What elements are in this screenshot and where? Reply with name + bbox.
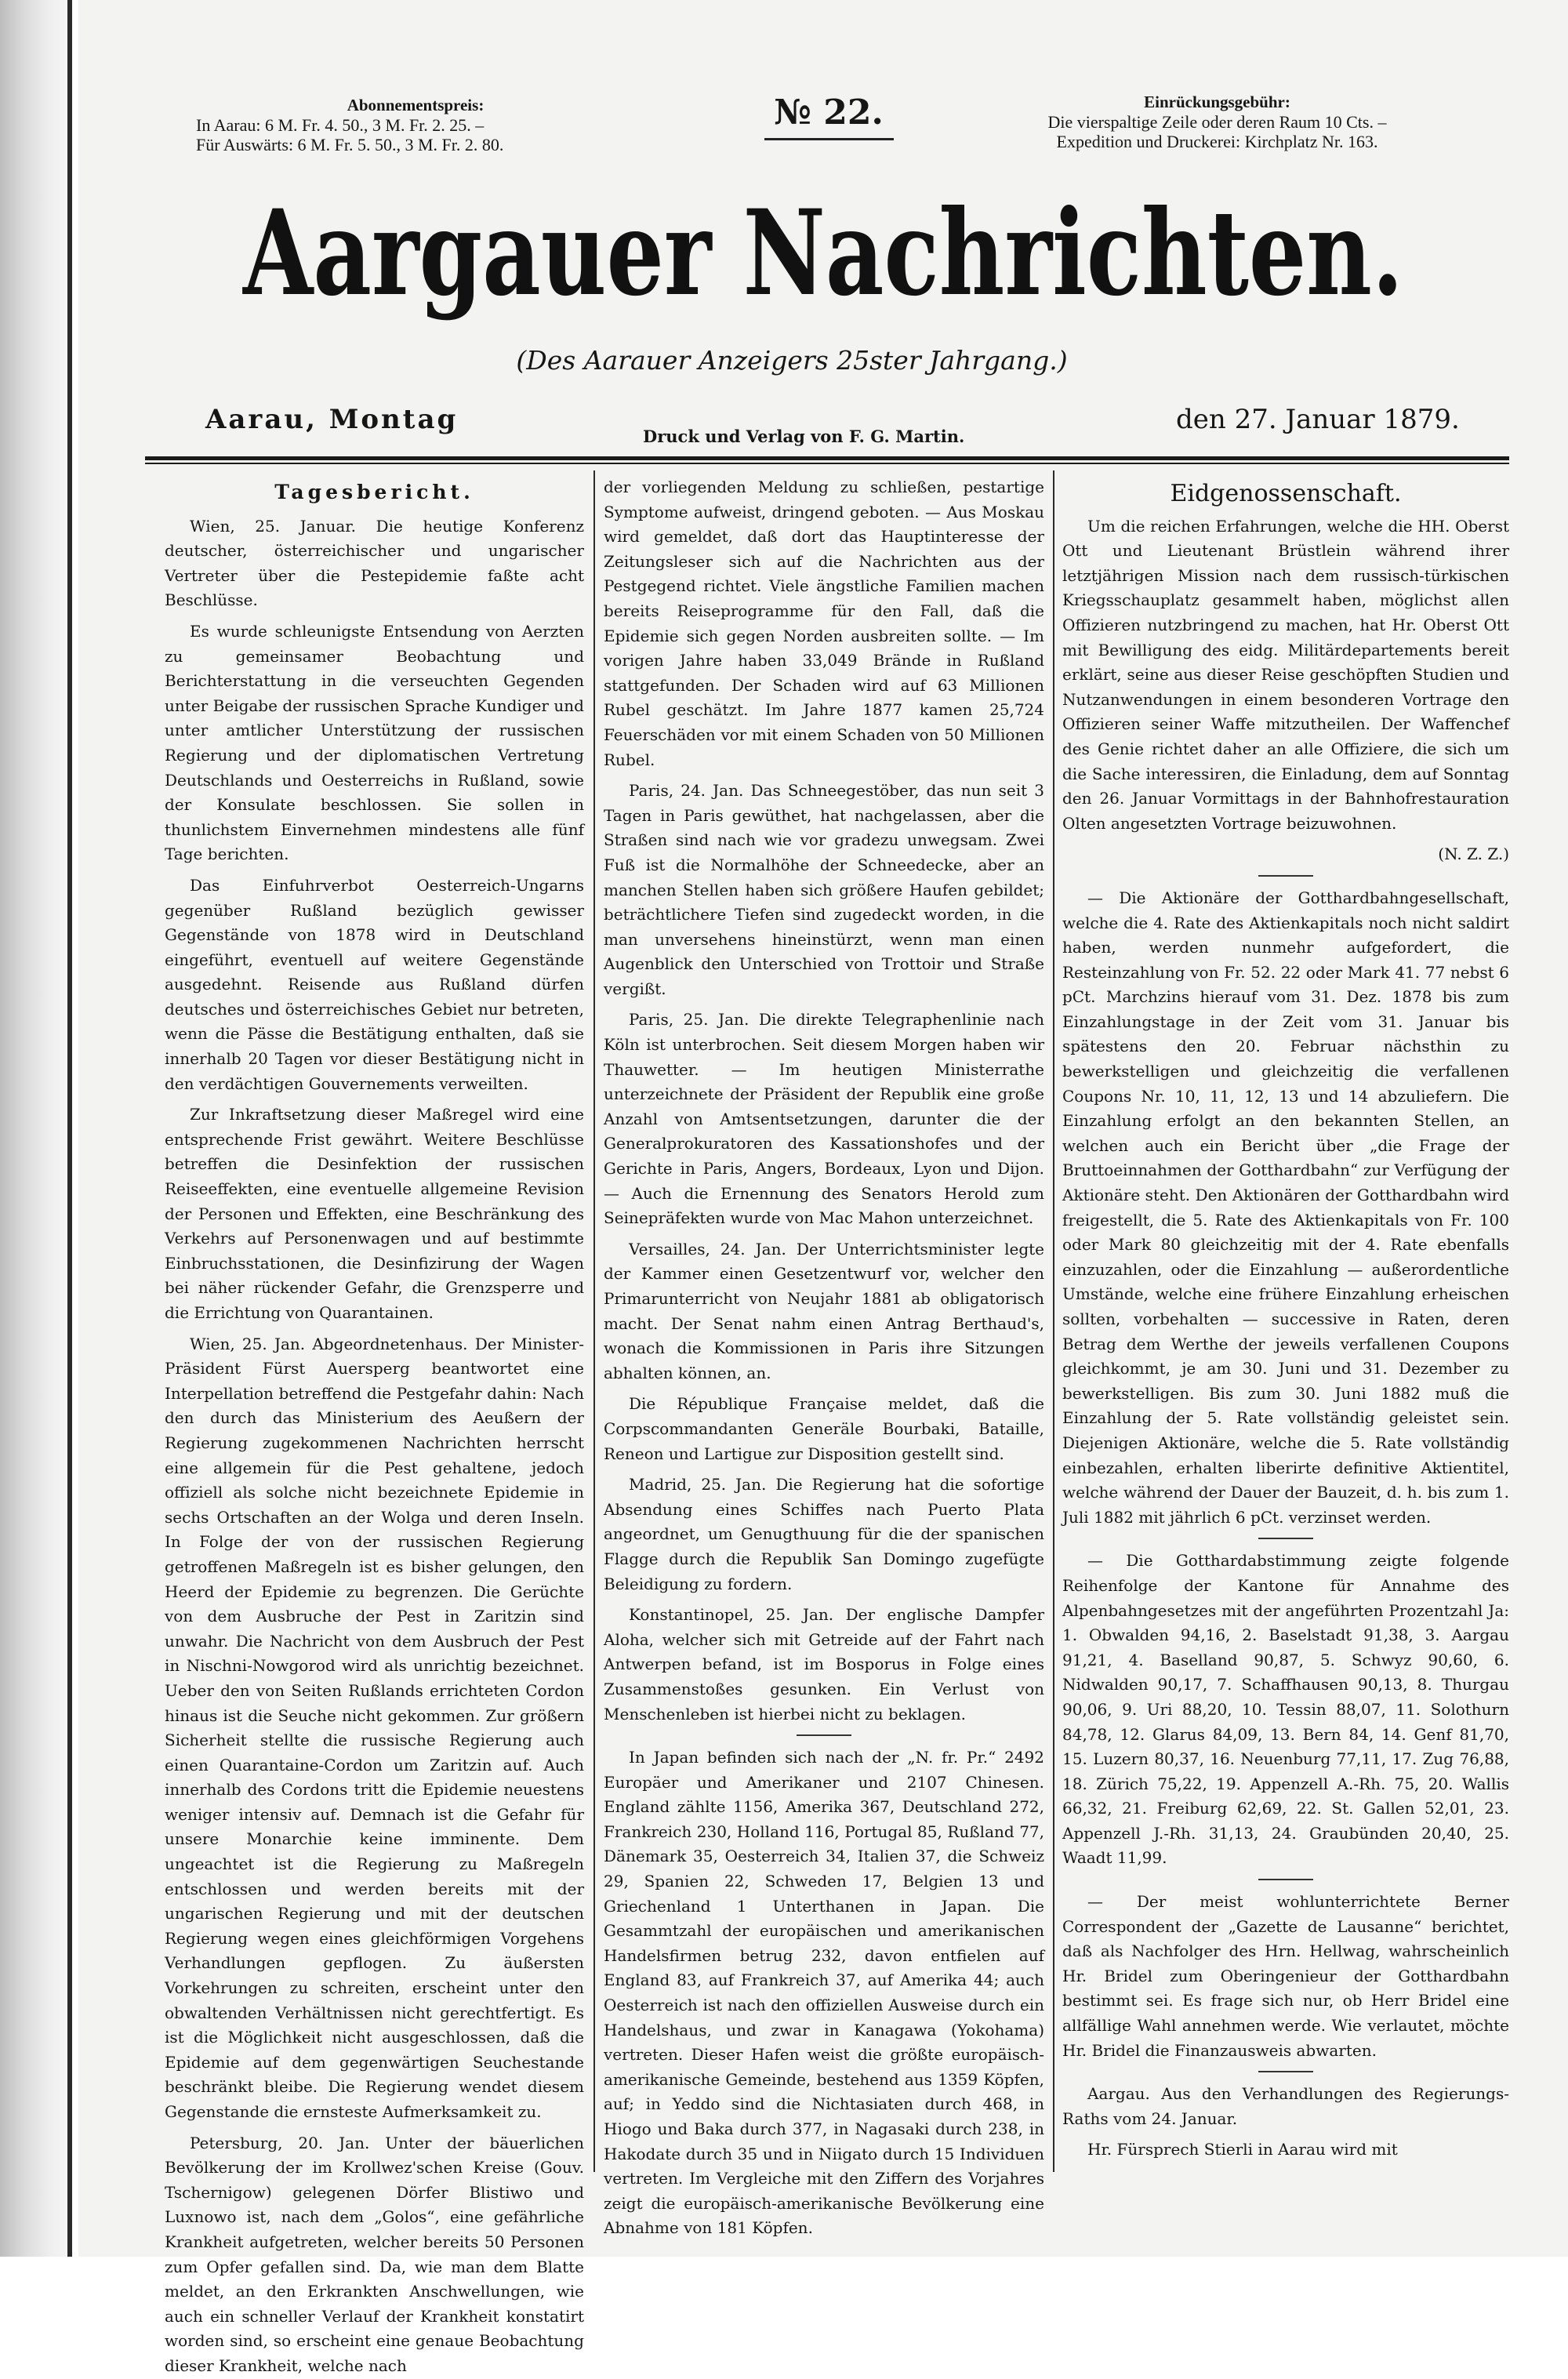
article-paragraph: Es wurde schleunigste Entsendung von Aerzten zu gemeinsamer Beobachtung und Berichterstattung in die verseuchten Gegenden unter Beigabe der russischen Sprache Kundiger und unter amtlicher Unterstützung der russischen Regierung und der diplomatischen Vertretung Deutschlands und Oesterreichs in Rußland, sowie der Konsulate beschlossen. Sie sollen in thunlichstem Einvernehmen mindestens alle fünf Tage berichten. [165,621,584,864]
article-paragraph: Konstantinopel, 25. Jan. Der englische Dampfer Aloha, welcher sich mit Getreide auf der Fahrt nach Antwerpen befand, ist im Bosporus in Folge eines Zusammenstoßes gesunken. Ein Verlust von Menschenleben ist hierbei nicht zu beklagen. [604,1605,1044,1723]
article-separator [1258,875,1313,877]
header-rule-thin [145,463,1509,464]
issue-date: den 27. Januar 1879. [1176,404,1460,435]
article-paragraph: Wien, 25. Januar. Die heutige Konferenz deutscher, österreichischer und ungarischer Vertreter über die Pestepidemie faßte acht Beschlüsse. [165,516,584,610]
subscription-line-external: Für Auswärts: 6 M. Fr. 5. 50., 3 M. Fr. 2. 80. [196,135,504,154]
column-divider [593,470,595,2172]
article-paragraph: Paris, 24. Jan. Das Schneegestöber, das nun seit 3 Tagen in Paris gewüthet, hat nachgelassen, aber die Straßen sind nach wie vor gradezu unwegsam. Zwei Fuß ist die Normalhöhe der Schneedecke, aber an manchen Stellen haben sich größere Haufen gebildet; beträchtlichere Tiefen sind zugedeckt worden, in die man unversehens hineinstürzt, wenn man einen Augenblick den Unterschied von Trottoir und Straße vergißt. [604,781,1044,998]
insertion-fee-line: Die vierspaltige Zeile oder deren Raum 10 Cts. – [1047,112,1387,132]
binding-spine [0,0,72,2257]
subscription-line-local: In Aarau: 6 M. Fr. 4. 50., 3 M. Fr. 2. 25. – [196,115,485,135]
publisher-line: Druck und Verlag von F. G. Martin. [643,427,965,446]
masthead-subtitle: (Des Aarauer Anzeigers 25ster Jahrgang.) [516,345,1068,376]
column-3 [1062,475,1509,2169]
article-separator [1258,2071,1313,2072]
article-paragraph: In Japan befinden sich nach der „N. fr. Pr.“ 2492 Europäer und Amerikaner und 2107 Chinesen. England zählte 1156, Amerika 367, Deutschland 272, Frankreich 230, Holland 116, Portugal 85, Rußland 77, Dänemark 35, Oesterreich 34, Italien 37, die Schweiz 29, Spanien 22, Schweden 17, Belgien 13 und Griechenland 1 Unterthanen in Japan. Die Gesammtzahl der europäischen und amerikanischen Handelsfirmen betrug 232, davon entfielen auf England 83, auf Frankreich 37, auf Amerika 44; auch Oesterreich ist nach den offiziellen Ausweise durch ein Handelshaus, und zwar in Kanagawa (Yokohama) vertreten. Dieser Hafen weist die größte europäisch-amerikanische Gemeinde, bestehend aus 1359 Köpfen, auf; in Yeddo sind die Nichtasiaten durch 468, in Hiogo und Baka durch 377, in Nagasaki durch 238, in Hakodate durch 35 und in Niigato durch 15 Individuen vertreten. Im Vergleiche mit den Ziffern des Vorjahres zeigt die europäisch-amerikanische Bevölkerung eine Abnahme von 181 Köpfen. [604,1748,1044,2238]
article-separator [797,1734,851,1736]
section-heading-eidgenossenschaft: Eidgenossenschaft. [1170,480,1402,507]
article-paragraph: Zur Inkraftsetzung dieser Maßregel wird eine entsprechende Frist gewährt. Weitere Beschlüsse betreffen die Desinfektion der russischen Reiseeffekten, eine eventuelle allgemeine Revision der Personen und Effekten, eine Beschränkung des Verkehrs auf Personenwagen und auf bestimmte Einbruchsstationen, die Desinfizirung der Wagen bei näher rückender Gefahr, die Grenzsperre und die Errichtung von Quarantainen. [165,1105,584,1322]
article-paragraph: Wien, 25. Jan. Abgeordnetenhaus. Der Minister-Präsident Fürst Auersperg beantwortet eine Interpellation betreffend die Pestgefahr dahin: Nach den durch das Ministerium des Aeußern der Regierung zugekommenen Nachrichten herrscht eine allgemein für die Pest gehaltene, jedoch offiziell als solche nicht bezeichnete Epidemie in sechs Ortschaften an der Wolga und deren Inseln. In Folge der von der russischen Regierung getroffenen Maßregeln ist es bisher gelungen, den Heerd der Epidemie zu begrenzen. Die Gerüchte von dem Ausbruche der Pest in Zaritzin sind unwahr. Die Nachricht von dem Ausbruch der Pest in Nischni-Nowgorod wird als unrichtig bezeichnet. Ueber den von Seiten Rußlands errichteten Cordon hinaus ist die Seuche nicht gekommen. Zur größern Sicherheit stellte die russische Regierung auch einen Quarantaine-Cordon um Zaritzin auf. Auch innerhalb des Cordons tritt die Epidemie neuestens weniger intensiv auf. Demnach ist die Gefahr für unsere Monarchie keine imminente. Dem ungeachtet ist die Regierung zu Maßregeln entschlossen und werden bereits mit der ungarischen Regierung und mit der deutschen Regierung wegen eines gleichförmigen Vorgehens Verhandlungen gepflogen. Zu äußersten Vorkehrungen zu schreiten, erscheint unter den obwaltenden Verhältnissen nicht gerechtfertigt. Es ist die Möglichkeit nicht ausgeschlossen, daß die Epidemie auf dem gegenwärtigen Seuchestande beschränkt bleibe. Die Regierung wendet diesem Gegenstande die ernsteste Aufmerksamkeit zu. [165,1334,584,2121]
masthead [235,169,1411,325]
column-1 [165,475,584,2375]
article-paragraph: — Die Gotthardabstimmung zeigte folgende Reihenfolge der Kantone für Annahme des Alpenbahngesetzes mit der angeführten Prozentzahl Ja: 1. Obwalden 94,16, 2. Baselstadt 91,38, 3. Aargau 91,21, 4. Baselland 90,87, 5. Schwyz 90,60, 6. Nidwalden 90,17, 7. Schaffhausen 90,13, 8. Thurgau 90,06, 9. Uri 88,20, 10. Tessin 88,07, 11. Solothurn 84,78, 12. Glarus 84,09, 13. Bern 84, 14. Genf 81,70, 15. Luzern 80,37, 16. Neuenburg 77,11, 17. Zug 76,88, 18. Zürich 75,22, 19. Appenzell A.-Rh. 75, 20. Wallis 66,32, 21. Freiburg 62,69, 22. St. Gallen 52,01, 23. Appenzell J.-Rh. 31,13, 24. Graubünden 20,40, 25. Waadt 11,99. [1062,1551,1509,1868]
insertion-fee-box [1004,93,1431,151]
issue-number-underline [764,138,894,140]
subscription-price-box [196,96,635,154]
column-2 [604,475,1044,2238]
insertion-fee-label: Einrückungsgebühr: [1144,93,1290,111]
article-paragraph: Das Einfuhrverbot Oesterreich-Ungarns gegenüber Rußland bezüglich gewisser Gegenstände von 1878 wird in Deutschland eingeführt, eventuell auf weitere Gegenstände ausgedehnt. Reisende aus Rußland dürfen deutsches und österreichisches Gebiet nur betreten, wenn die Pässe die Bestätigung enthalten, daß sie innerhalb 20 Tagen vor dieser Bestätigung nicht in den verdächtigen Gouvernements verweilten. [165,875,584,1093]
masthead-title: Aargauer Nachrichten. [241,184,1403,322]
article-paragraph: Petersburg, 20. Jan. Unter der bäuerlichen Bevölkerung der im Krollwez'schen Kreise (Gouv. Tschernigow) gelegenen Dörfer Blistiwo und Luxnowo ist, nach dem „Golos“, eine gefährliche Krankheit aufgetreten, welcher bereits 50 Personen zum Opfer gefallen sind. Da, wie man dem Blatte meldet, an den Erkrankten Anschwellungen, wie auch ein schneller Verlauf der Krankheit konstatirt worden sind, so erscheint eine genaue Beobachtung dieser Krankheit, welche nach [165,2133,584,2375]
article-paragraph: Aargau. Aus den Verhandlungen des Regierungs-Raths vom 24. Januar. [1062,2084,1509,2128]
article-paragraph: Madrid, 25. Jan. Die Regierung hat die sofortige Absendung eines Schiffes nach Puerto Plata angeordnet, um Genugthuung für die der spanischen Flagge durch die Republik San Domingo zugefügte Beleidigung zu fordern. [604,1475,1044,1593]
article-paragraph: Die République Française meldet, daß die Corpscommandanten Generäle Bourbaki, Bataille, Reneon und Lartigue zur Disposition gestellt sind. [604,1394,1044,1463]
article-paragraph: — Der meist wohlunterrichtete Berner Correspondent der „Gazette de Lausanne“ berichtet, daß als Nachfolger des Hrn. Hellwag, wahrscheinlich Hr. Bridel zum Oberingenieur der Gotthardbahn bestimmt sei. Es frage sich nur, ob Herr Bridel eine allfällige Wahl annehmen werde. Wie verlautet, möchte Hr. Bridel die Finanzausweis abwarten. [1062,1892,1509,2060]
page-edge [67,0,72,2257]
article-paragraph: Hr. Fürsprech Stierli in Aarau wird mit [1087,2140,1398,2159]
expedition-line: Expedition und Druckerei: Kirchplatz Nr. 163. [1056,132,1378,151]
issue-number: № 22. [774,93,884,133]
article-separator [1258,1538,1313,1539]
article-paragraph: Paris, 25. Jan. Die direkte Telegraphenlinie nach Köln ist unterbrochen. Seit diesem Morgen haben wir Thauwetter. — Im heutigen Ministerrathe unterzeichnete der Präsident der Republik eine große Anzahl von Amtsentsetzungen, darunter die der Generalprokuratoren des Kassationshofes und der Gerichte in Paris, Angers, Bordeaux, Lyon und Dijon. — Auch die Ernennung des Senators Herold zum Seinepräfekten wurde von Mac Mahon unterzeichnet. [604,1010,1044,1228]
column-divider [1053,470,1054,2172]
article-paragraph: Um die reichen Erfahrungen, welche die HH. Oberst Ott und Lieutenant Brüstlein während ihrer letztjährigen Mission nach dem russisch-türkischen Kriegsschauplatz gesammelt haben, möglichst allen Offizieren nutzbringend zu machen, hat Hr. Oberst Ott mit Bewilligung des eidg. Militärdepartements bereit erklärt, seine aus dieser Reise geschöpften Studien und Nutzanwendungen in einem besonderen Vortrage den Offizieren seiner Waffe mitzutheilen. Der Waffenchef des Genie richtet daher an alle Offiziere, die sich um die Sache interessiren, die Einladung, dem auf Sonntag den 26. Januar Vormittags in der Bahnhofrestauration Olten angesetzten Vortrage beizuwohnen. [1062,516,1509,833]
section-heading-tagesbericht: Tagesbericht. [274,481,474,503]
article-paragraph: Versailles, 24. Jan. Der Unterrichtsminister legte der Kammer einen Gesetzentwurf vor, welcher den Primarunterricht von Neujahr 1881 ab obligatorisch macht. Der Senat nahm einen Antrag Berthaud's, wonach die Kommissionen in Paris ihre Sitzungen abhalten können, an. [604,1239,1044,1382]
article-paragraph: — Die Aktionäre der Gotthardbahngesellschaft, welche die 4. Rate des Aktienkapitals noch nicht saldirt haben, werden nunmehr aufgefordert, die Resteinzahlung von Fr. 52. 22 oder Mark 41. 77 nebst 6 pCt. Marchzins hierauf vom 31. Dez. 1878 bis zum Einzahlungstage in der Zeit vom 31. Januar bis spätestens den 20. Februar nächsthin zu bewerkstelligen und gleichzeitig die verfallenen Coupons Nr. 10, 11, 12, 13 und 14 abzuliefern. Die Einzahlung erfolgt an den bekannten Stellen, an welchen auch ein Bericht über „die Frage der Bruttoeinnahmen der Gotthardbahn“ zur Verfügung der Aktionäre steht. Den Aktionären der Gotthardbahn wird freigestellt, die 5. Rate des Aktienkapitals von Fr. 100 oder Mark 80 gleichzeitig mit der 4. Rate ebenfalls einzuzahlen, oder die Einzahlung — außerordentliche Umstände, welche eine frühere Einzahlung erheischen sollten, vorbehalten — successive in Raten, deren Betrag dem Werthe der jeweils verfallenen Coupons gleichkommt, je am 30. Juni und 31. Dezember zu bewerkstelligen. Bis zum 30. Juni 1882 muß die Einzahlung der 5. Rate vollständig geleistet sein. Diejenigen Aktionäre, welche die 5. Rate vollständig einbezahlen, erhalten liberirte definitive Aktientitel, welche während der Dauer der Bauzeit, d. h. bis zum 1. Juli 1882 mit jährlich 6 pCt. verzinset werden. [1062,888,1509,1527]
header-rule [145,456,1509,460]
place-and-day: Aarau, Montag [205,404,459,435]
article-separator [1258,1879,1313,1880]
source-citation: (N. Z. Z.) [1438,844,1509,864]
subscription-label: Abonnementspreis: [347,96,485,114]
article-paragraph: der vorliegenden Meldung zu schließen, pestartige Symptome aufweist, dringend geboten. — Aus Moskau wird gemeldet, daß dort das Hauptinteresse der Zeitungsleser sich auf die Nachrichten aus der Pestgegend richtet. Viele ängstliche Familien machen bereits Reiseprogramme für den Fall, daß die Epidemie sich gegen Norden ausbreiten sollte. — Im vorigen Jahre haben 33,049 Brände in Rußland stattgefunden. Der Schaden wird auf 63 Millionen Rubel geschätzt. Im Jahre 1877 kamen 25,724 Feuerschäden vor mit einem Schaden von 50 Millionen Rubel. [604,478,1044,769]
